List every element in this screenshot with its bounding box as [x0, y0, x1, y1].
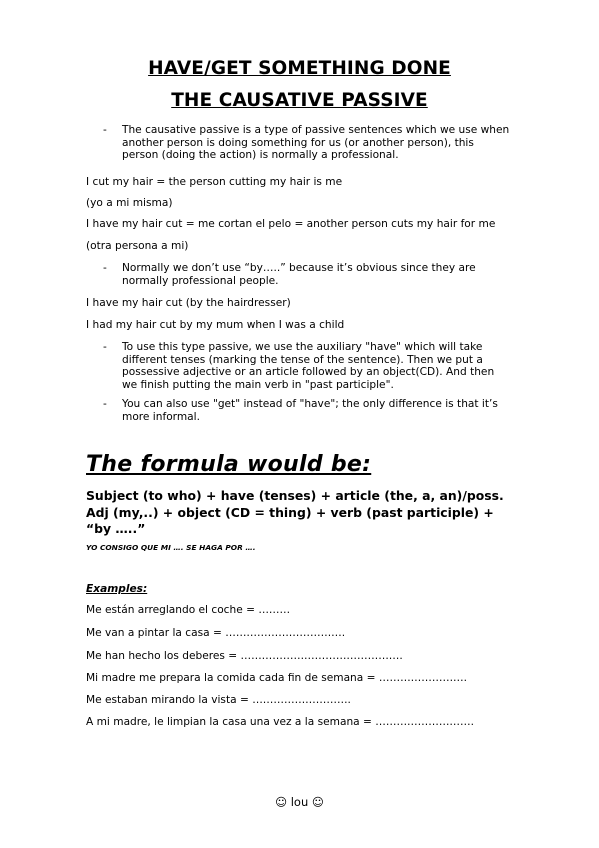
bullet-dash: -	[103, 124, 107, 136]
bullet-text: Normally we don’t use “by…..” because it’s obvious since they are normally professional people.	[122, 262, 476, 287]
example-line: Me están arreglando el coche = ………	[86, 604, 291, 616]
formula-text: Subject (to who) + have (tenses) + article (the, a, an)/poss. Adj (my,..) + object (CD = thing) + verb (past participle) + “by …..”	[86, 488, 504, 536]
bullet-dash: -	[103, 341, 107, 353]
page-title: HAVE/GET SOMETHING DONE	[148, 58, 451, 79]
bullet-dash: -	[103, 398, 107, 410]
example-line: Me han hecho los deberes = ……………………………………….	[86, 650, 403, 662]
bullet-dash: -	[103, 262, 107, 274]
example-line: A mi madre, le limpian la casa una vez a la semana = ……………………….	[86, 716, 474, 728]
text-line: I have my hair cut = me cortan el pelo = another person cuts my hair for me	[86, 218, 496, 230]
example-line: Mi madre me prepara la comida cada fin de semana = …………………….	[86, 672, 467, 684]
example-line: Me van a pintar la casa = …………………………….	[86, 627, 346, 639]
text-line: (yo a mi misma)	[86, 197, 173, 209]
formula-spanish-note: YO CONSIGO QUE MI …. SE HAGA POR ….	[86, 543, 256, 552]
text-line: I have my hair cut (by the hairdresser)	[86, 297, 291, 309]
example-line: Me estaban mirando la vista = ……………………….	[86, 694, 351, 706]
bullet-text: To use this type passive, we use the auxiliary "have" which will take different tenses (marking the tense of the sentence). Then we put a possessive adjective or an article followed by an object(CD). And then we finish putting the main verb in "past participle".	[122, 341, 495, 391]
text-line: (otra persona a mi)	[86, 240, 189, 252]
page-subtitle: THE CAUSATIVE PASSIVE	[171, 90, 428, 111]
formula-heading: The formula would be:	[86, 452, 372, 477]
text-line: I had my hair cut by my mum when I was a child	[86, 319, 345, 331]
bullet-text: You can also use "get" instead of "have"; the only difference is that it’s more informal.	[122, 398, 498, 423]
text-line: I cut my hair = the person cutting my hair is me	[86, 176, 343, 188]
examples-heading: Examples:	[86, 583, 148, 595]
bullet-text: The causative passive is a type of passive sentences which we use when another person is doing something for us (or another person), this person (doing the action) is normally a professional.	[122, 124, 510, 162]
footer-signature: ☺ lou ☺	[275, 795, 324, 809]
